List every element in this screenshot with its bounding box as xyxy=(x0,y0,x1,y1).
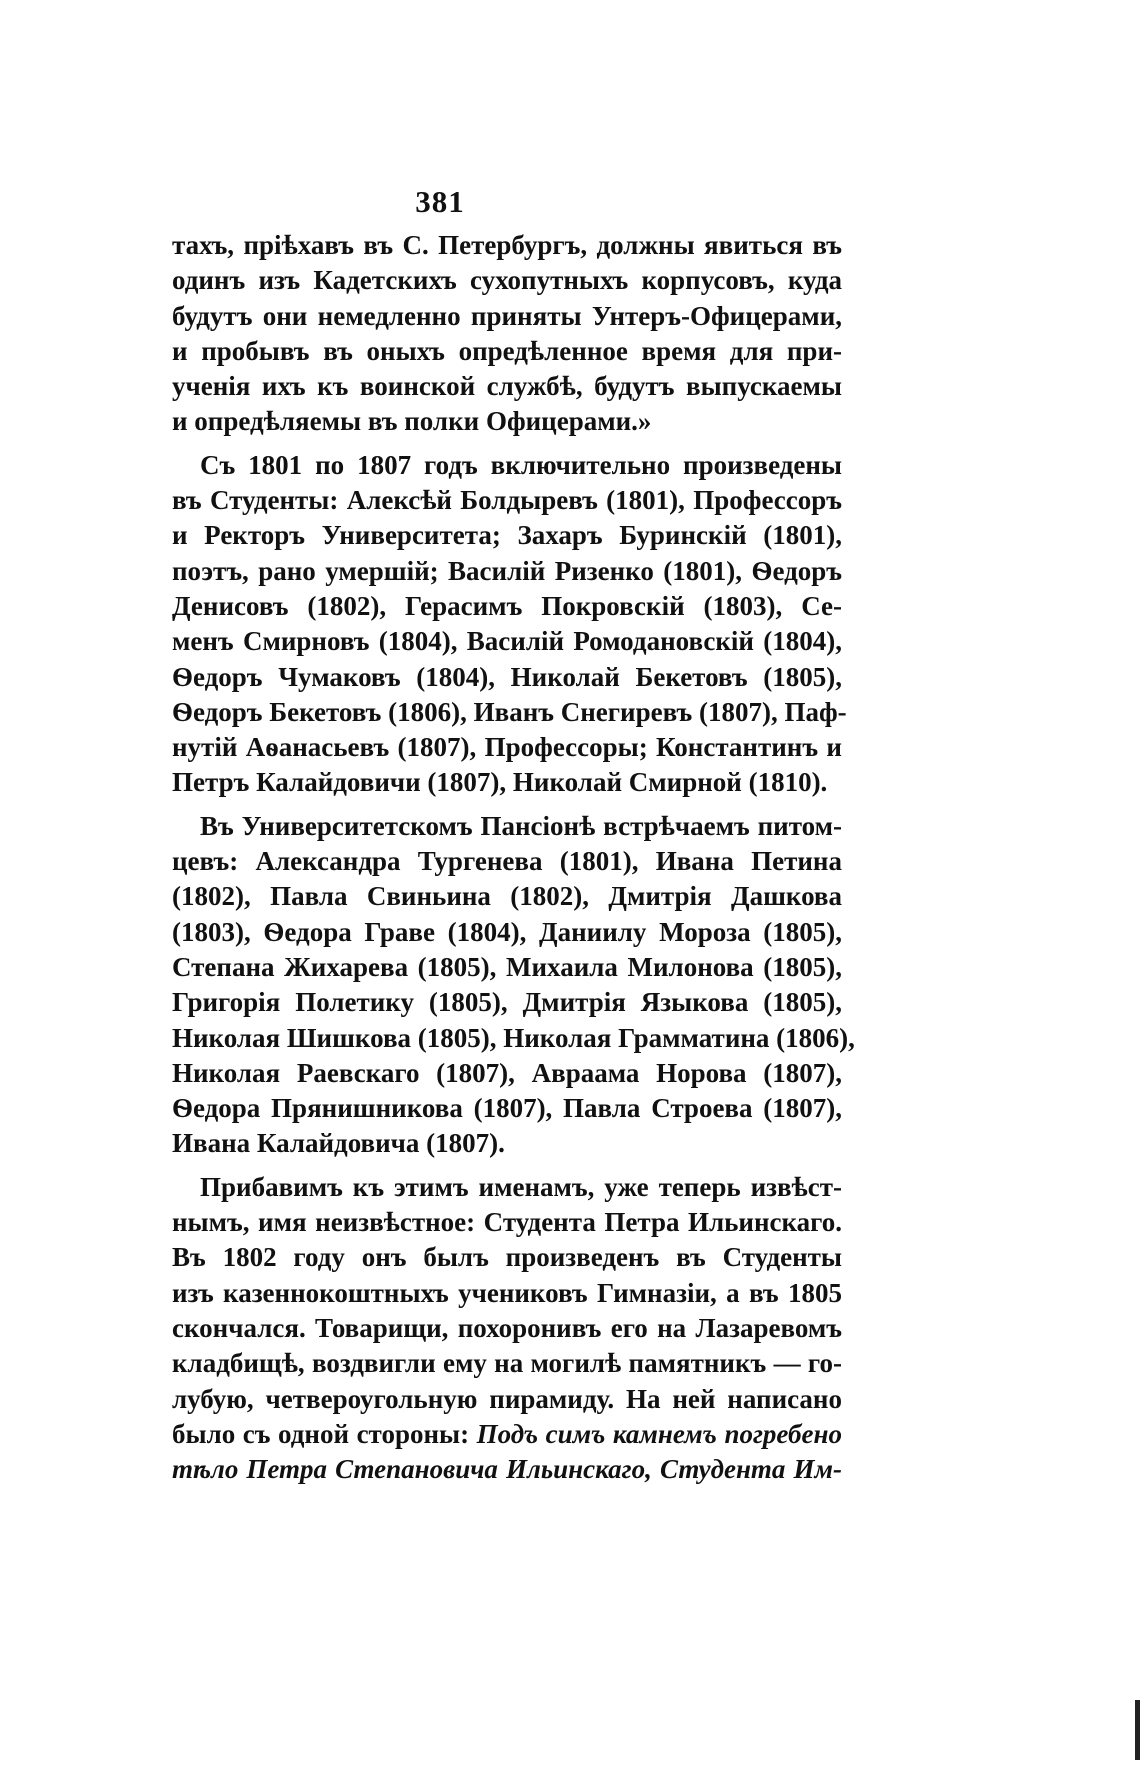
paragraph-2 xyxy=(172,448,847,801)
text-line: поэтъ, рано умершій; Василій Ризенко (1801), Ѳедоръ xyxy=(172,555,842,586)
text-line: Съ 1801 по 1807 годъ включительно произведены xyxy=(200,449,842,480)
text-line: (1803), Ѳедора Граве (1804), Даниилу Мороза (1805), xyxy=(172,916,842,947)
text-line: ученія ихъ къ воинской службѣ, будутъ выпускаемы xyxy=(172,371,842,402)
italic-inscription-line: тѣло Петра Степановича Ильинскаго, Студента Им- xyxy=(172,1454,842,1485)
text-line: Ѳедоръ Бекетовъ (1806), Иванъ Снегиревъ (1807), Паф- xyxy=(172,696,847,727)
text-line: Николая Раевскаго (1807), Авраама Норова (1807), xyxy=(172,1057,842,1088)
paragraph-3 xyxy=(172,809,855,1162)
text-line: Петръ Калайдовичи (1807), Николай Смирной (1810). xyxy=(172,767,828,798)
text-line: Степана Жихарева (1805), Михаила Милонова (1805), xyxy=(172,951,842,982)
text-line: одинъ изъ Кадетскихъ сухопутныхъ корпусовъ, куда xyxy=(172,265,842,296)
text-line: Николая Шишкова (1805), Николая Грамматина (1806), xyxy=(172,1022,855,1053)
text-line: въ Студенты: Алексѣй Болдыревъ (1801), Профессоръ xyxy=(172,485,842,516)
page-edge-mark xyxy=(1135,1700,1140,1760)
page-number: 381 xyxy=(415,184,465,219)
text-segment: было съ одной стороны: xyxy=(172,1418,470,1449)
page-body xyxy=(172,228,855,1495)
text-line: нымъ, имя неизвѣстное: Студента Петра Ильинскаго. xyxy=(172,1207,842,1238)
text-line: Въ 1802 году онъ былъ произведенъ въ Студенты xyxy=(172,1242,842,1273)
text-line: нутій Аѳанасьевъ (1807), Профессоры; Константинъ и xyxy=(172,732,842,763)
text-line: менъ Смирновъ (1804), Василій Ромодановскій (1804), xyxy=(172,626,842,657)
paragraph-1 xyxy=(172,228,842,440)
text-line-with-italic xyxy=(172,1417,842,1452)
text-line: скончался. Товарищи, похоронивъ его на Лазаревомъ xyxy=(172,1312,842,1343)
text-line: тахъ, пріѣхавъ въ С. Петербургъ, должны явиться въ xyxy=(172,230,842,260)
text-line: и пробывъ въ оныхъ опредѣленное время для при- xyxy=(172,335,842,366)
text-line: Ѳедоръ Чумаковъ (1804), Николай Бекетовъ (1805), xyxy=(172,661,842,692)
text-line: и Ректоръ Университета; Захаръ Буринскій (1801), xyxy=(172,520,842,551)
paragraph-4 xyxy=(172,1170,842,1488)
text-line: изъ казеннокоштныхъ учениковъ Гимназіи, а въ 1805 xyxy=(172,1277,842,1308)
italic-inscription: Подъ симъ камнемъ погребено xyxy=(476,1418,842,1449)
text-line: Въ Университетскомъ Пансіонѣ встрѣчаемъ питом- xyxy=(200,810,842,841)
text-line: лубую, четвероугольную пирамиду. На ней написано xyxy=(172,1383,842,1414)
text-line: (1802), Павла Свиньина (1802), Дмитрія Дашкова xyxy=(172,881,842,912)
text-line: и опредѣляемы въ полки Офицерами.» xyxy=(172,406,652,437)
text-line: будутъ они немедленно приняты Унтеръ-Офицерами, xyxy=(172,300,842,331)
text-line: Прибавимъ къ этимъ именамъ, уже теперь извѣст- xyxy=(200,1171,842,1202)
text-line: кладбищѣ, воздвигли ему на могилѣ памятникъ — го- xyxy=(172,1348,842,1379)
text-line: Ѳедора Прянишникова (1807), Павла Строева (1807), xyxy=(172,1093,842,1124)
text-line: Ивана Калайдовича (1807). xyxy=(172,1128,505,1159)
text-line: Григорія Полетику (1805), Дмитрія Языкова (1805), xyxy=(172,987,842,1018)
text-line: Денисовъ (1802), Герасимъ Покровскій (1803), Се- xyxy=(172,590,842,621)
text-line: цевъ: Александра Тургенева (1801), Ивана Петина xyxy=(172,846,842,877)
